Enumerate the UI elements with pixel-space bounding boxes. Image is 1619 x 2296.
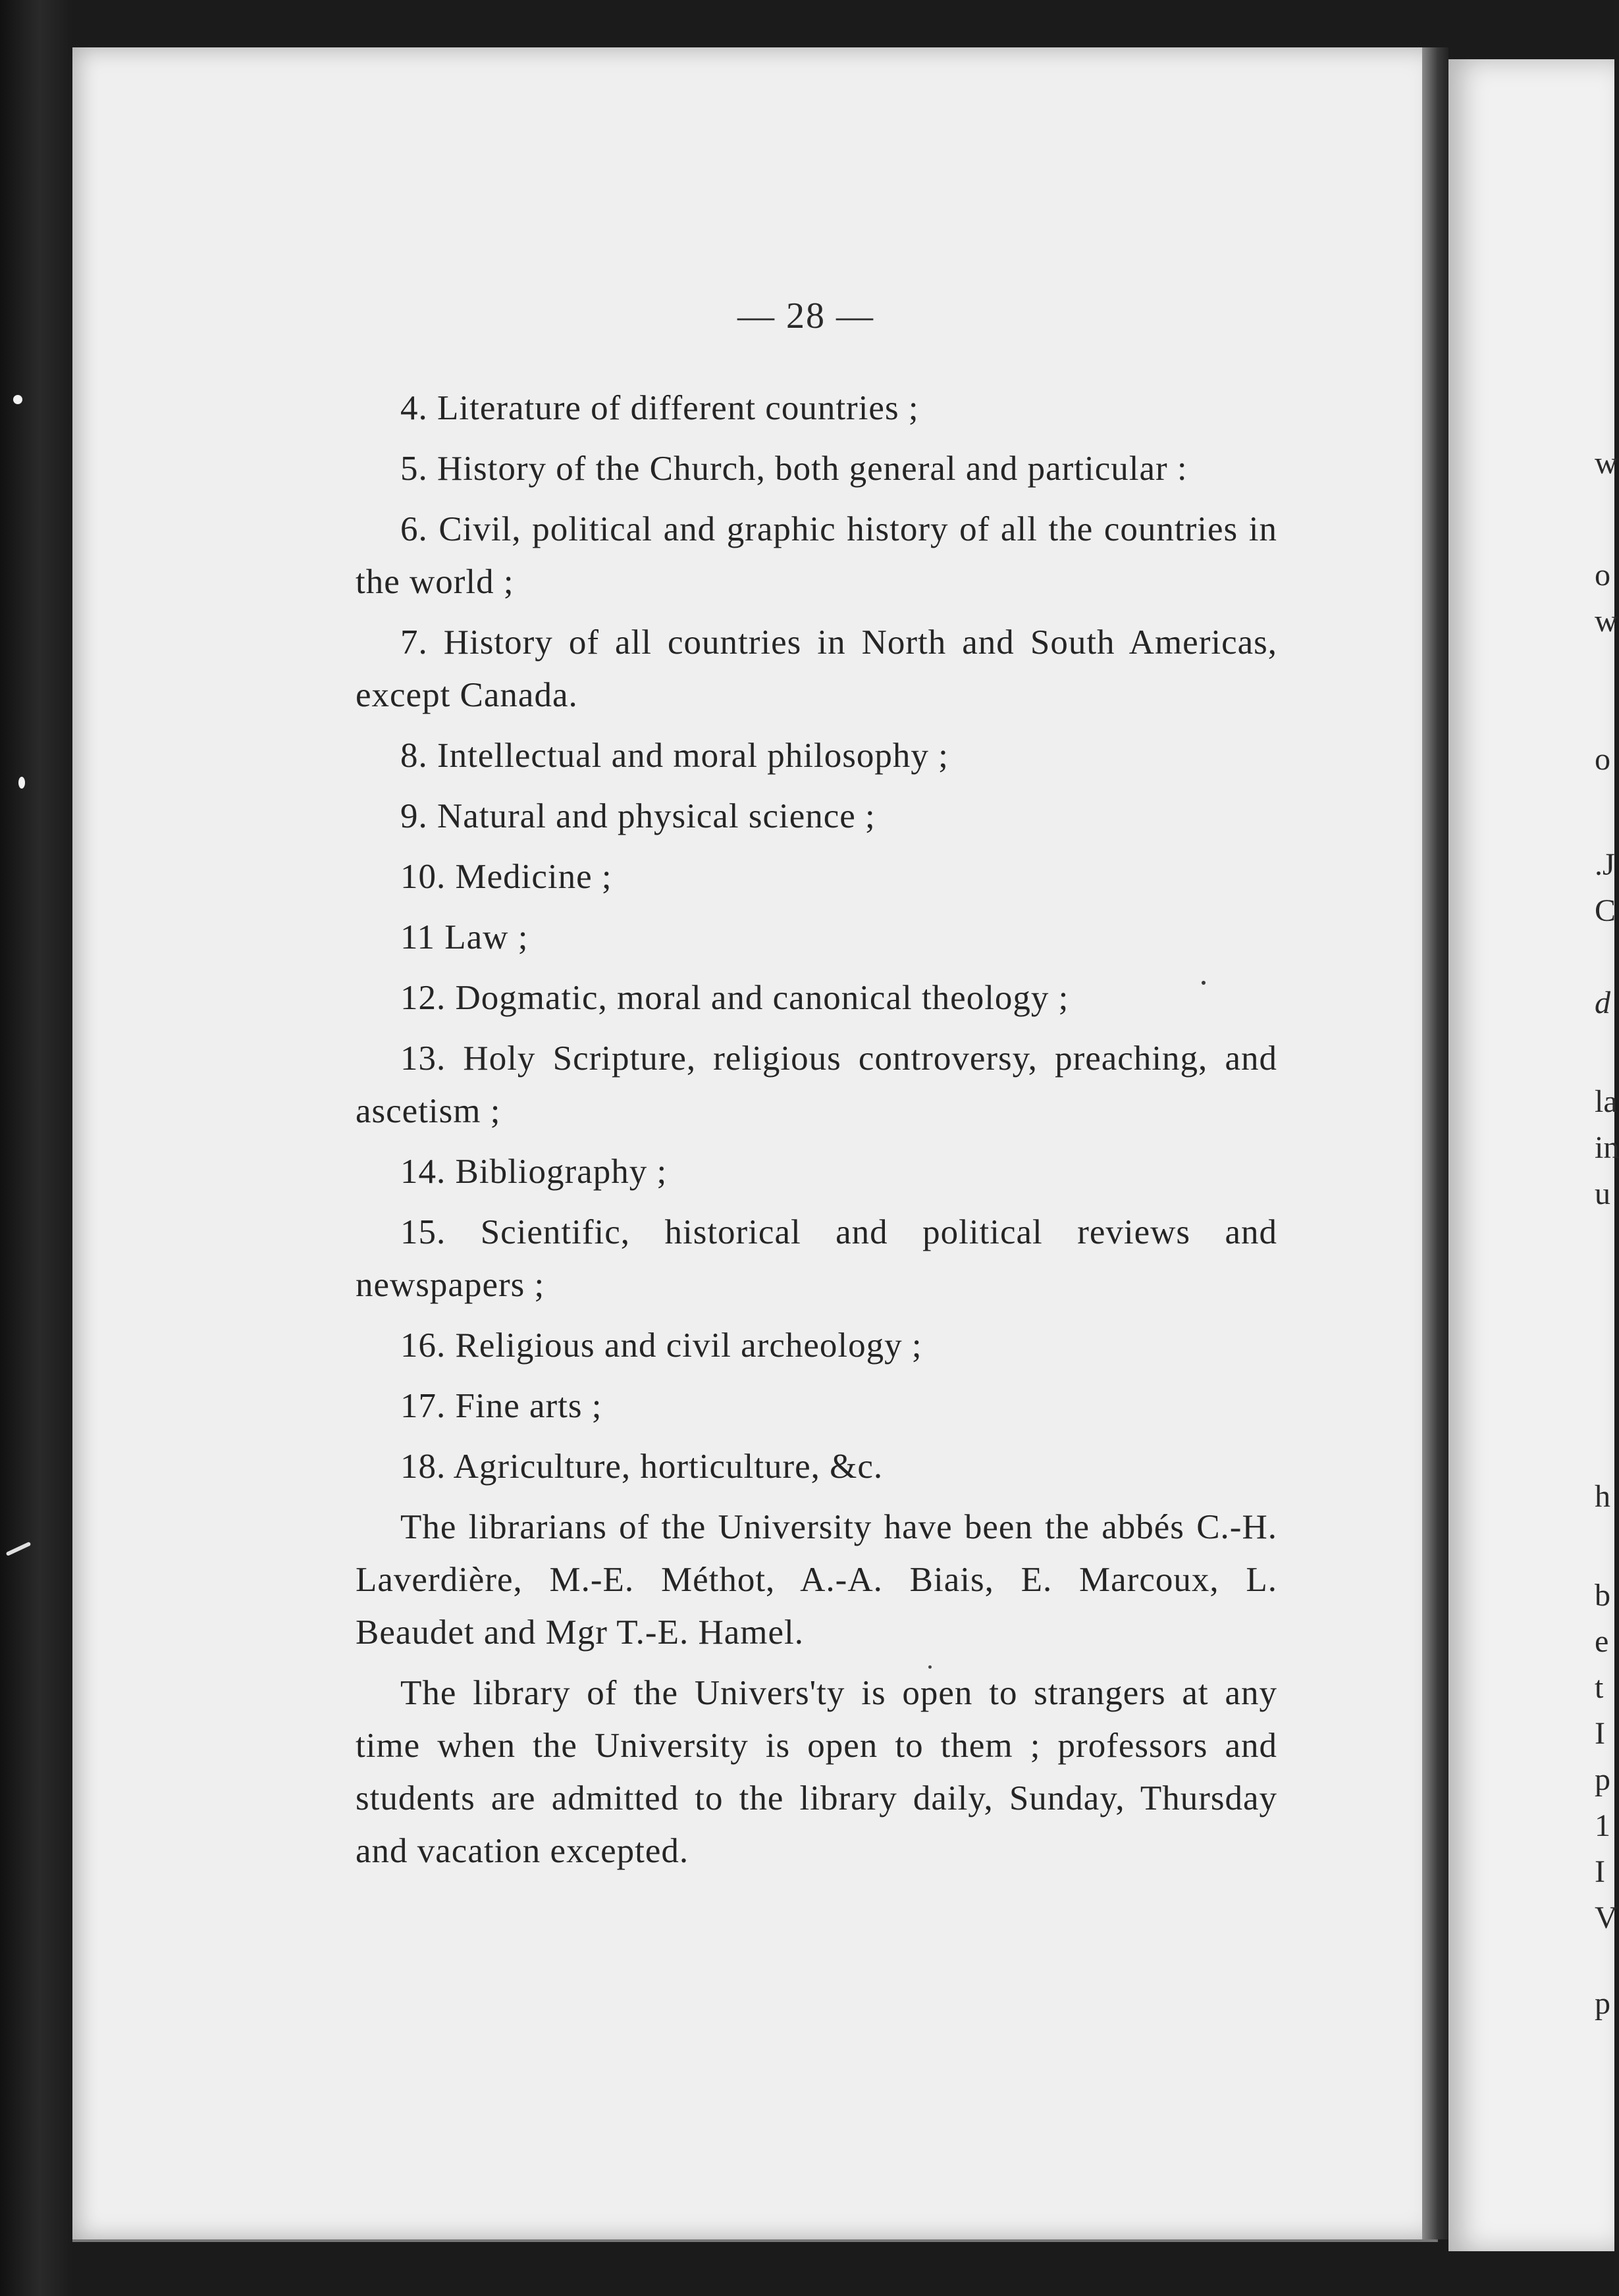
list-item: 10. Medicine ; — [400, 858, 612, 896]
facing-fragment: in — [1595, 1130, 1619, 1165]
library-access-paragraph: The library of the Univers'ty is open to strangers at any time when the University is open to them ; professors and students are admitted to the library daily, Sunday, Thursday and vacation excepted. — [356, 1674, 1277, 1870]
list-item: 6. Civil, political and graphic history of all the countries in the world ; — [356, 510, 1277, 601]
facing-fragment: 1 — [1595, 1808, 1610, 1843]
facing-fragment: p — [1595, 1986, 1610, 2021]
facing-fragment: u — [1595, 1176, 1610, 1211]
facing-fragment: I — [1595, 1716, 1605, 1751]
list-item: 17. Fine arts ; — [400, 1387, 602, 1425]
list-item: 18. Agriculture, horticulture, &c. — [400, 1448, 884, 1486]
facing-fragment: V — [1595, 1900, 1618, 1935]
list-item: 11 Law ; — [400, 918, 529, 956]
page-number: — 28 — — [737, 296, 874, 336]
page-gutter — [1422, 47, 1448, 2239]
facing-fragment: h — [1595, 1479, 1610, 1514]
list-item: 7. History of all countries in North and South Americas, except Canada. — [356, 623, 1277, 714]
ink-speck — [928, 1665, 932, 1669]
facing-fragment: la — [1595, 1084, 1618, 1119]
library-sections-list — [356, 382, 1277, 1885]
list-item: 5. History of the Church, both general and particular : — [400, 450, 1188, 488]
facing-fragment: w — [1595, 604, 1618, 639]
list-item: 14. Bibliography ; — [400, 1153, 668, 1191]
list-item: 12. Dogmatic, moral and canonical theology ; — [400, 979, 1069, 1017]
facing-fragment: b — [1595, 1578, 1610, 1613]
facing-fragment: .J — [1595, 847, 1615, 882]
facing-fragment: t — [1595, 1670, 1604, 1705]
dust-speck — [18, 777, 25, 789]
dust-speck — [13, 395, 22, 404]
facing-fragment: I — [1595, 1854, 1605, 1889]
list-item: 8. Intellectual and moral philosophy ; — [400, 737, 949, 775]
facing-fragment: p — [1595, 1762, 1610, 1797]
list-item: 15. Scientific, historical and political reviews and newspapers ; — [356, 1213, 1277, 1304]
facing-fragment: o — [1595, 742, 1610, 777]
facing-page — [1448, 59, 1619, 2251]
facing-fragment: o — [1595, 558, 1610, 592]
list-item: 13. Holy Scripture, religious controversy, preaching, and ascetism ; — [356, 1039, 1277, 1130]
ink-speck — [1202, 981, 1206, 985]
facing-fragment: C — [1595, 893, 1616, 928]
facing-fragment: w — [1595, 446, 1618, 481]
facing-fragment: d — [1595, 985, 1610, 1020]
facing-fragment: e — [1595, 1624, 1609, 1659]
list-item: 4. Literature of different countries ; — [400, 389, 919, 427]
librarians-paragraph: The librarians of the University have been the abbés C.-H. Laverdière, M.-E. Méthot, A.-A. Biais, E. Marcoux, L. Beaudet and Mgr T.-E. Hamel. — [356, 1508, 1277, 1652]
list-item: 16. Religious and civil archeology ; — [400, 1326, 922, 1365]
list-item: 9. Natural and physical science ; — [400, 797, 876, 835]
